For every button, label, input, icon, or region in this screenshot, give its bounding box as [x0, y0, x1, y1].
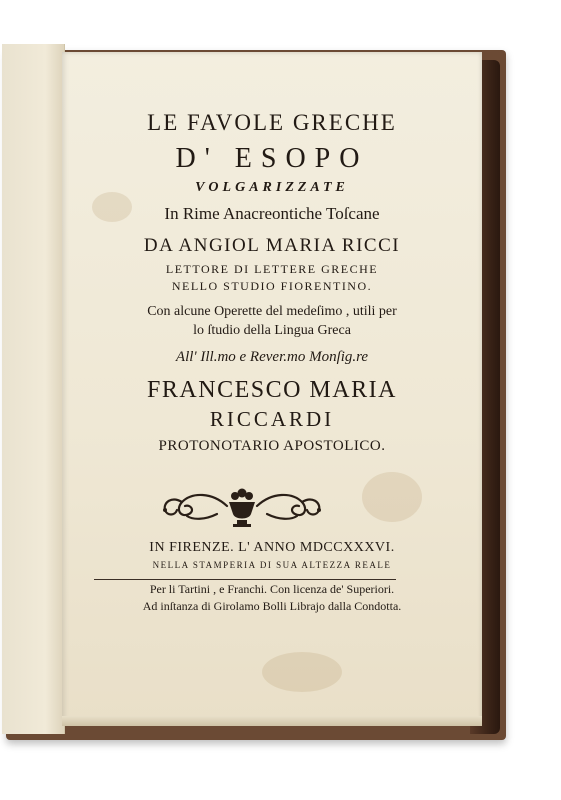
left-page-edge	[2, 44, 65, 734]
book-title: LE FAVOLE GRECHE	[147, 110, 397, 135]
dedication-honorific: All' Ill.mo e Rever.mo Monſig.re	[175, 349, 369, 365]
imprint-bookseller: Ad inſtanza di Girolamo Bolli Librajo dalla Condotta.	[142, 599, 402, 613]
book-author-aesop: D' ESOPO	[175, 143, 369, 174]
dedicatee-name: FRANCESCO MARIA	[147, 377, 397, 403]
page-bottom-edge	[62, 716, 482, 726]
imprint-publishers: Per li Tartini , e Franchi. Con licenza de' Superiori.	[149, 582, 395, 596]
translator-name: DA ANGIOL MARIA RICCI	[143, 235, 401, 256]
floral-vase-ornament-icon	[157, 484, 327, 528]
title-page-text	[62, 52, 482, 724]
additional-works-line2: lo ſtudio della Lingua Greca	[193, 323, 351, 338]
imprint-printer: NELLA STAMPERIA DI SUA ALTEZZA REALE	[152, 560, 392, 570]
dedicatee-title: PROTONOTARIO APOSTOLICO.	[158, 438, 386, 454]
dedicatee-surname: RICCARDI	[209, 407, 335, 431]
subtitle-rime: In Rime Anacreontiche Toſcane	[164, 204, 380, 223]
translator-role: LETTORE DI LETTERE GRECHE	[165, 262, 379, 276]
translator-institution: NELLO STUDIO FIORENTINO.	[171, 279, 373, 293]
imprint-place-date: IN FIRENZE. L' ANNO MDCCXXXVI.	[149, 540, 395, 555]
subtitle-volgarizzate: VOLGARIZZATE	[195, 180, 349, 195]
imprint-divider	[94, 579, 396, 580]
additional-works-line1: Con alcune Operette del medeſimo , utili per	[147, 304, 397, 319]
title-page	[62, 52, 482, 724]
